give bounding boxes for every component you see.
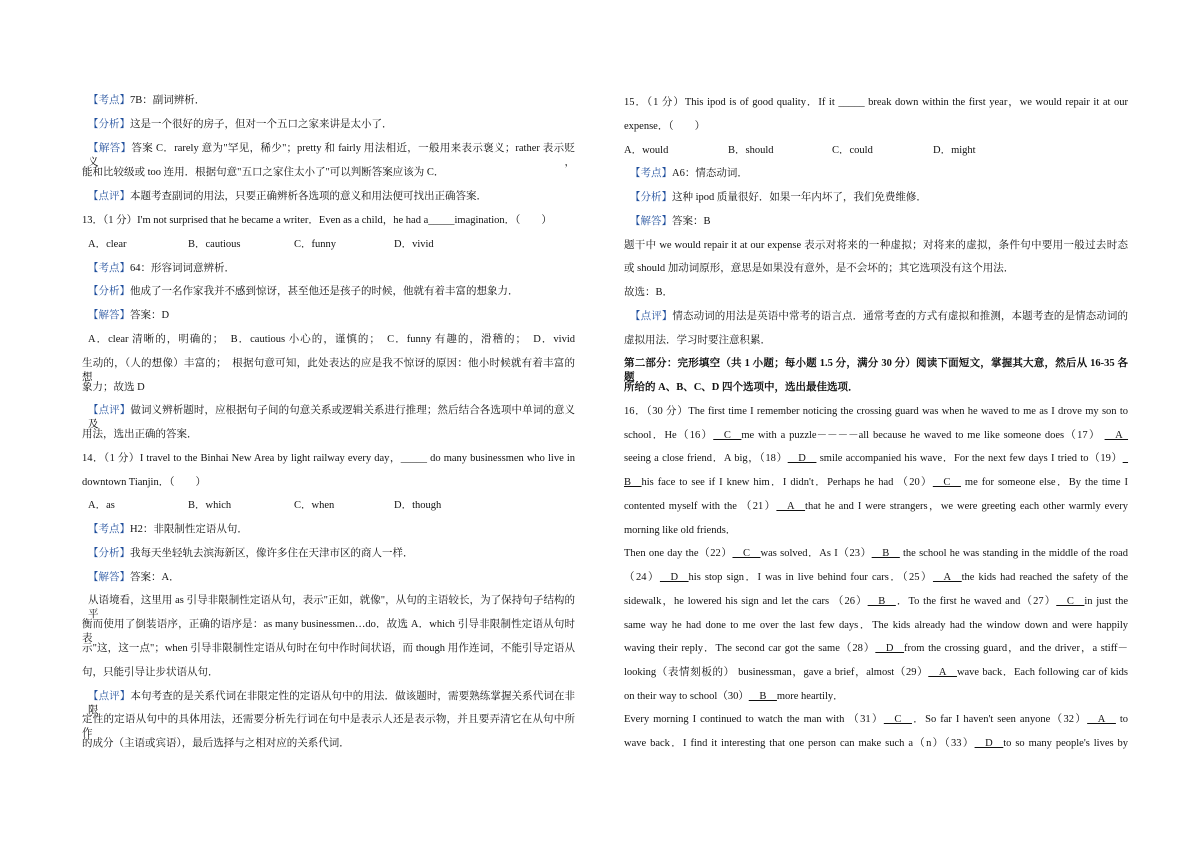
q14-expl-line3: 示"这，这一点"；when 引导非限制性定语从句时在句中作时间状语，而 though 用作连词，不能引导定语从	[82, 643, 575, 654]
q16-line8: （24）__D__his stop sign．I was in live behind four cars．（25）__A__the kids had reached the safety of the	[624, 572, 1128, 583]
q15-option-a[interactable]: A．would	[624, 145, 669, 156]
q15-option-c[interactable]: C．could	[832, 145, 873, 156]
q14-option-d[interactable]: D．though	[394, 500, 442, 511]
q12-fenxi: 【分析】这是一个很好的房子，但对一个五口之家来讲是太小了．	[88, 119, 393, 130]
q15-dianping-line2: 虚拟用法．学习时要注意积累．	[624, 335, 771, 346]
q13-dianping-line1: 【点评】做词义辨析题时，应根据句子间的句意关系或逻辑关系进行推理；然后结合各选项中单词的意义及	[88, 405, 576, 430]
q14-stem-line2: downtown Tianjin．（ ）	[82, 477, 206, 488]
fenxi-tag: 【分析】	[88, 119, 130, 130]
q13-dianping-line2: 用法，选出正确的答案．	[82, 429, 198, 440]
blank-31: __C__	[883, 714, 912, 725]
q14-expl-line2: 衡而使用了倒装语序，正确的语序是：as many businessmen…do．故选 A．which 引导非限制性定语从句时表	[82, 619, 575, 644]
blank-23: __B__	[871, 548, 900, 559]
q16-line2: school．He（16）__C__me with a puzzle－－－－all because he waved to me like someone does（17） __A_	[624, 430, 1128, 441]
blank-18: __D__	[787, 453, 817, 464]
q14-kaodian: 【考点】H2：非限制性定语从句．	[88, 524, 248, 535]
q16-line1: 16．（30 分）The first time I remember noticing the crossing guard was when he waved to me as I drove my son to	[624, 406, 1128, 417]
q12-dianping: 【点评】本题考查副词的用法，只要正确辨析各选项的意义和用法便可找出正确答案．	[88, 191, 487, 202]
blank-20: __C__	[932, 477, 961, 488]
q13-stem: 13．（1 分）I'm not surprised that he became a writer．Even as a child，he had a_____imagination．（ ）	[82, 215, 552, 226]
q13-expl-line2: 生动的，（人的想像）丰富的； 根据句意可知，此处表达的应是我不惊讶的原因：他小时候就有着丰富的想	[82, 358, 575, 383]
blank-22: __C__	[732, 548, 761, 559]
q16-line3: seeing a close friend．A big，（18）__D__ smile accompanied his wave．For the next few days I tried to（19）_	[624, 453, 1128, 464]
q15-options	[624, 144, 976, 158]
q14-fenxi: 【分析】我每天坐轻轨去滨海新区，像许多住在天津市区的商人一样．	[88, 548, 414, 559]
q16-line14: Every morning I continued to watch the man with （31）__C__．So far I haven't seen anyone（32）__A__ to	[624, 714, 1128, 725]
q14-dianping-line3: 的成分（主语或宾语），最后选择与之相对应的关系代词．	[82, 738, 350, 749]
q16-line9: sidewalk，he lowered his sign and let the cars （26）__B__．To the first he waved and（27）__C__in just the	[624, 596, 1128, 607]
q15-expl-line2: 或 should 加动词原形，意思是如果没有意外，是不会坏的；其它选项没有这个用法．	[624, 263, 1015, 274]
dianping-tag: 【点评】	[88, 191, 130, 202]
blank-24: __D__	[659, 572, 689, 583]
blank-29: __A__	[928, 667, 957, 678]
blank-19a: _	[1122, 453, 1128, 464]
q13-expl-line3: 象力；故选 D	[82, 382, 145, 393]
q13-option-c[interactable]: C．funny	[294, 239, 336, 250]
q14-option-a[interactable]: A．as	[88, 500, 115, 511]
q14-option-b[interactable]: B．which	[188, 500, 232, 511]
q13-expl-line1: A．clear 清晰的，明确的； B．cautious 小心的，谨慎的； C．funny 有趣的，滑稽的； D．vivid	[88, 334, 575, 345]
blank-26: __B__	[867, 596, 896, 607]
blank-33: __D__	[974, 738, 1004, 749]
q16-line4: B__his face to see if I knew him．I didn't．Perhaps he had （20）__C__ me for someone else．By the time I	[624, 477, 1128, 488]
blank-16: __C__	[713, 430, 742, 441]
q15-option-d[interactable]: D．might	[933, 145, 976, 156]
q14-option-c[interactable]: C．when	[294, 500, 335, 511]
blank-27: __C__	[1056, 596, 1085, 607]
q15-expl-line3: 故选：B．	[624, 287, 674, 298]
q16-line12: looking（表情刻板的） businessman，gave a brief，almost（29）__A__wave back．Each following car of kids	[624, 667, 1128, 678]
q14-expl-line1: 从语境看，这里用 as 引导非限制性定语从句，表示"正如，就像"，从句的主语较长，为了保持句子结构的平	[88, 595, 575, 620]
q13-option-b[interactable]: B．cautious	[188, 239, 241, 250]
q13-options	[88, 238, 434, 252]
kaodian-tag: 【考点】	[88, 95, 130, 106]
q14-stem-line1: 14．（1 分）I travel to the Binhai New Area by light railway every day，_____ do many businessmen who live in	[82, 453, 575, 464]
q16-line15: wave back．I find it interesting that one person can make such a（n）（33）__D__to so many people's lives by	[624, 738, 1128, 749]
q16-line10: same way he had done to me over the last few days．The kids already had the window down and were happily	[624, 620, 1128, 631]
q14-options	[88, 499, 441, 513]
q15-option-b[interactable]: B．should	[728, 145, 774, 156]
section-heading-line1: 第二部分：完形填空（共 1 小题；每小题 1.5 分，满分 30 分）阅读下面短文，掌握其大意，然后从 16-35 各题	[624, 358, 1128, 383]
blank-32: __A__	[1087, 714, 1116, 725]
q16-line7: Then one day the（22）__C__was solved．As I（23）__B__ the school he was standing in the middle of the road	[624, 548, 1129, 559]
blank-30: __B__	[748, 691, 777, 702]
q15-stem-line1: 15．（1 分）This ipod is of good quality．If it _____ break down within the first year，we would repair it at our	[624, 97, 1128, 108]
blank-25: __A__	[933, 572, 962, 583]
q15-dianping-line1: 【点评】情态动词的用法是英语中常考的语言点．通常考查的方式有虚拟和推测，本题考查的是情态动词的	[630, 311, 1129, 322]
q16-line11: waving their reply．The second car got the same（28）__D__from the crossing guard，and the driver，a stiff－	[624, 643, 1128, 654]
q15-stem-line2: expense．（ ）	[624, 121, 706, 132]
q13-jieda: 【解答】答案：D	[88, 310, 170, 321]
q14-dianping-line2: 定性的定语从句中的具体用法，还需要分析先行词在句中是表示人还是表示物，并且要弄清它在从句中所作	[82, 714, 575, 739]
q15-jieda: 【解答】答案：B	[630, 216, 711, 227]
q14-expl-line4: 句，只能引导让步状语从句．	[82, 667, 219, 678]
q15-fenxi: 【分析】这种 ipod 质量很好．如果一年内坏了，我们免费维修．	[630, 192, 927, 203]
blank-21: __A__	[776, 501, 806, 512]
q16-line13: on their way to school（30）__B__more heartily．	[624, 691, 844, 702]
q14-dianping-line1: 【点评】本句考查的是关系代词在非限定性的定语从句中的用法．做该题时，需要熟练掌握关系代词在非限	[88, 691, 576, 716]
q16-line6: morning like old friends．	[624, 525, 737, 536]
q14-jieda: 【解答】答案：A．	[88, 572, 180, 583]
blank-17: __A_	[1104, 430, 1128, 441]
q13-kaodian: 【考点】64：形容词词意辨析．	[88, 263, 235, 274]
blank-19b: B__	[624, 477, 642, 488]
q12-jieda-line2: 能和比较级或 too 连用．根据句意"五口之家住太小了"可以判断答案应该为 C．	[82, 167, 445, 178]
q13-option-d[interactable]: D．vivid	[394, 239, 434, 250]
jieda-tag: 【解答】	[88, 143, 132, 154]
q16-line5: contented myself with the （21）__A__that he and I were strangers，we were greeting each other warmly every	[624, 501, 1128, 512]
q15-expl-line1: 题干中 we would repair it at our expense 表示对将来的一种虚拟；对将来的虚拟，条件句中要用一般过去时态	[624, 240, 1128, 251]
q15-kaodian: 【考点】A6：情态动词．	[630, 168, 748, 179]
q12-jieda-line1: 【解答】答案 C．rarely 意为"罕见，稀少"；pretty 和 fairly 用法相近，一般用来表示褒义；rather 表示贬义，	[88, 143, 575, 168]
q13-fenxi: 【分析】他成了一名作家我并不感到惊讶，甚至他还是孩子的时候，他就有着丰富的想象力．	[88, 286, 519, 297]
q13-option-a[interactable]: A．clear	[88, 239, 127, 250]
blank-28: __D__	[875, 643, 905, 654]
q12-kaodian: 【考点】7B：副词辨析．	[88, 95, 206, 106]
section-heading-line2: 所给的 A、B、C、D 四个选项中，选出最佳选项．	[624, 382, 859, 393]
